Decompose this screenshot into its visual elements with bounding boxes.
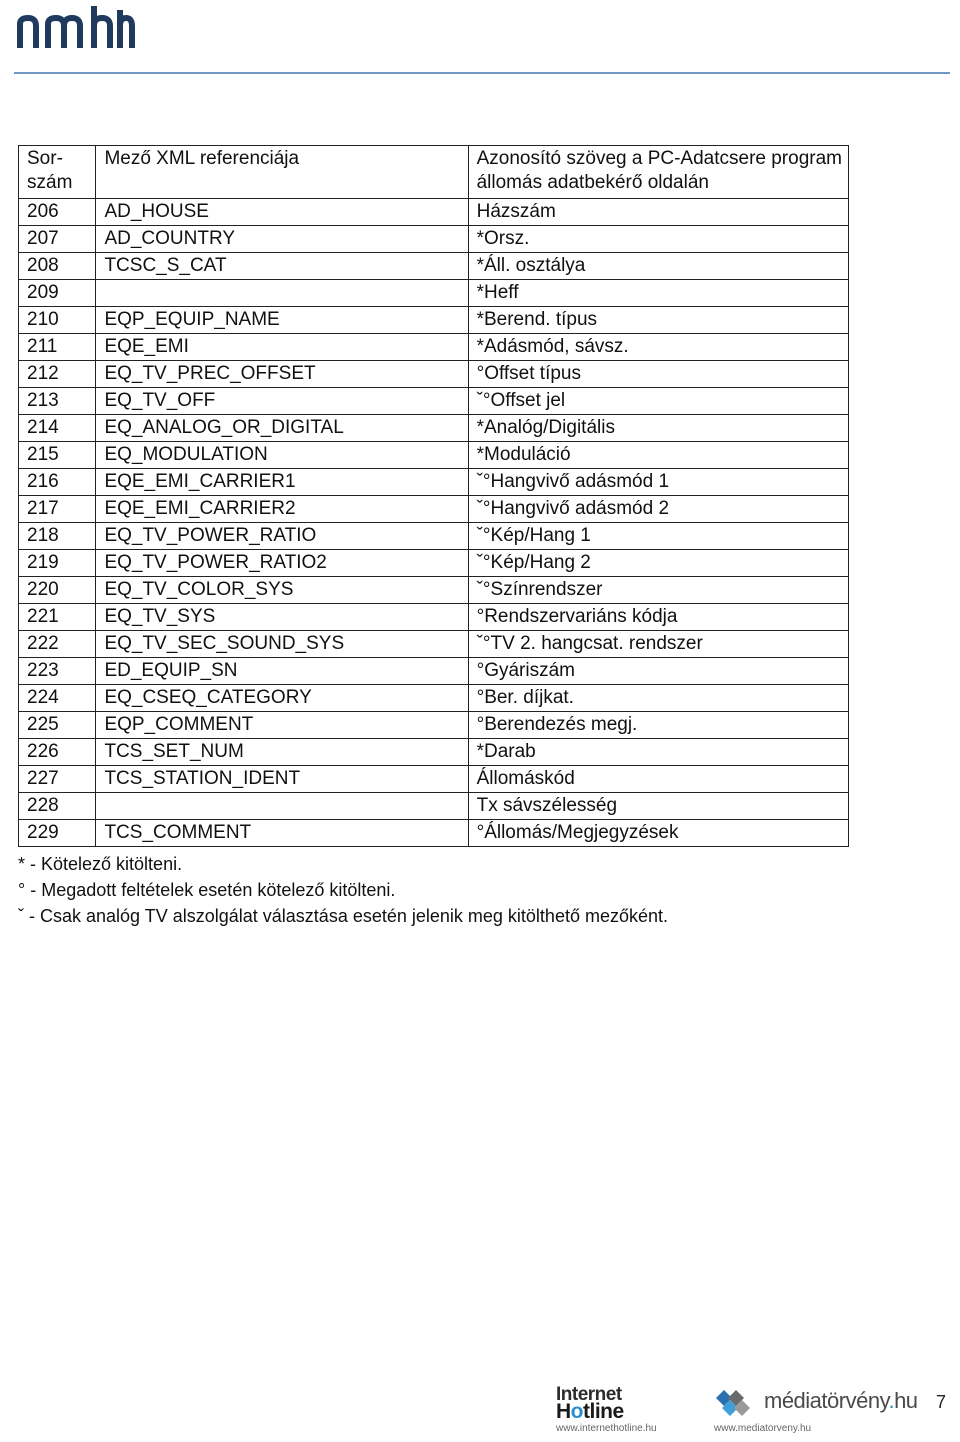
- cell-ref: ED_EQUIP_SN: [96, 658, 468, 685]
- cell-label: Házszám: [468, 199, 848, 226]
- cell-num: 222: [19, 631, 96, 658]
- cell-num: 214: [19, 415, 96, 442]
- table-row: [19, 658, 849, 685]
- cell-ref: TCSC_S_CAT: [96, 253, 468, 280]
- cell-label: ˇ°TV 2. hangcsat. rendszer: [468, 631, 848, 658]
- header-label: [468, 146, 848, 199]
- cell-num: 212: [19, 361, 96, 388]
- cell-ref: EQ_TV_COLOR_SYS: [96, 577, 468, 604]
- header-num-line: Sor-: [27, 148, 63, 169]
- field-table: [18, 145, 849, 847]
- cell-num: 223: [19, 658, 96, 685]
- hotline-logo-top: Internet: [556, 1384, 622, 1405]
- cell-num: 226: [19, 739, 96, 766]
- cell-num: 207: [19, 226, 96, 253]
- header-label-line: Azonosító szöveg a PC-Adatcsere program: [476, 148, 842, 169]
- cell-label: °Rendszervariáns kódja: [468, 604, 848, 631]
- cell-num: 217: [19, 496, 96, 523]
- cell-label: *Áll. osztálya: [468, 253, 848, 280]
- hotline-logo-main: [556, 1400, 624, 1424]
- cell-ref: [96, 793, 468, 820]
- note-conditional: ° - Megadott feltételek esetén kötelező kitölteni.: [18, 880, 396, 900]
- cell-ref: EQ_TV_SYS: [96, 604, 468, 631]
- cell-label: °Ber. díjkat.: [468, 685, 848, 712]
- cell-label: ˇ°Offset jel: [468, 388, 848, 415]
- cell-ref: [96, 280, 468, 307]
- table-row: [19, 766, 849, 793]
- table-row: [19, 226, 849, 253]
- cell-ref: EQ_TV_PREC_OFFSET: [96, 361, 468, 388]
- cell-label: *Berend. típus: [468, 307, 848, 334]
- header-ref: Mező XML referenciája: [96, 146, 468, 199]
- cell-num: 225: [19, 712, 96, 739]
- cell-num: 221: [19, 604, 96, 631]
- cell-ref: EQE_EMI_CARRIER2: [96, 496, 468, 523]
- table-row: [19, 307, 849, 334]
- footer: [0, 1384, 960, 1434]
- table-row: [19, 469, 849, 496]
- cell-label: °Berendezés megj.: [468, 712, 848, 739]
- table-row: [19, 496, 849, 523]
- table-row: [19, 199, 849, 226]
- cell-ref: EQ_TV_SEC_SOUND_SYS: [96, 631, 468, 658]
- cell-num: 218: [19, 523, 96, 550]
- cell-ref: EQP_EQUIP_NAME: [96, 307, 468, 334]
- cell-ref: EQ_CSEQ_CATEGORY: [96, 685, 468, 712]
- table-row: [19, 550, 849, 577]
- cell-label: *Darab: [468, 739, 848, 766]
- legend-notes: [18, 851, 668, 929]
- table-row: [19, 442, 849, 469]
- cell-label: ˇ°Kép/Hang 2: [468, 550, 848, 577]
- cell-ref: TCS_COMMENT: [96, 820, 468, 847]
- table-row: [19, 820, 849, 847]
- cell-label: Állomáskód: [468, 766, 848, 793]
- cell-num: 219: [19, 550, 96, 577]
- table-row: [19, 793, 849, 820]
- cell-num: 224: [19, 685, 96, 712]
- table-row: [19, 604, 849, 631]
- cell-ref: EQE_EMI_CARRIER1: [96, 469, 468, 496]
- cell-ref: TCS_STATION_IDENT: [96, 766, 468, 793]
- header-num-line: szám: [27, 172, 73, 193]
- cell-label: *Orsz.: [468, 226, 848, 253]
- mt-name-b: hu: [894, 1388, 918, 1413]
- hotline-logo-rest: tline: [583, 1400, 624, 1423]
- cell-label: ˇ°Kép/Hang 1: [468, 523, 848, 550]
- header-label-line: állomás adatbekérő oldalán: [476, 172, 709, 193]
- cell-label: *Heff: [468, 280, 848, 307]
- table-row: [19, 712, 849, 739]
- cell-num: 208: [19, 253, 96, 280]
- cell-ref: AD_COUNTRY: [96, 226, 468, 253]
- cell-num: 210: [19, 307, 96, 334]
- cell-label: °Állomás/Megjegyzések: [468, 820, 848, 847]
- table-row: [19, 415, 849, 442]
- cell-label: ˇ°Hangvivő adásmód 1: [468, 469, 848, 496]
- mediatorveny-url: www.mediatorveny.hu: [714, 1423, 812, 1434]
- cell-label: °Offset típus: [468, 361, 848, 388]
- cell-ref: EQ_TV_OFF: [96, 388, 468, 415]
- cell-num: 216: [19, 469, 96, 496]
- cell-num: 220: [19, 577, 96, 604]
- mt-name-a: médiatörvény: [764, 1388, 889, 1413]
- cell-label: *Analóg/Digitális: [468, 415, 848, 442]
- cell-num: 211: [19, 334, 96, 361]
- table-row: [19, 388, 849, 415]
- header-rule: [14, 72, 950, 74]
- cell-num: 209: [19, 280, 96, 307]
- cell-num: 213: [19, 388, 96, 415]
- table-row: [19, 577, 849, 604]
- hotline-url: www.internethotline.hu: [556, 1423, 657, 1434]
- cell-ref: TCS_SET_NUM: [96, 739, 468, 766]
- note-required: * - Kötelező kitölteni.: [18, 854, 183, 874]
- cell-label: Tx sávszélesség: [468, 793, 848, 820]
- cell-num: 228: [19, 793, 96, 820]
- table-row: [19, 361, 849, 388]
- cell-num: 229: [19, 820, 96, 847]
- hotline-logo-o: o: [570, 1400, 583, 1423]
- mediatorveny-logo: [712, 1384, 918, 1434]
- diamond-logo-icon: [712, 1386, 760, 1420]
- mediatorveny-name: [764, 1388, 918, 1414]
- cell-label: *Adásmód, sávsz.: [468, 334, 848, 361]
- cell-ref: EQ_MODULATION: [96, 442, 468, 469]
- cell-num: 227: [19, 766, 96, 793]
- cell-ref: EQE_EMI: [96, 334, 468, 361]
- table-row: [19, 523, 849, 550]
- table-row: [19, 253, 849, 280]
- cell-num: 215: [19, 442, 96, 469]
- table-row: [19, 280, 849, 307]
- page-number: 7: [936, 1392, 947, 1412]
- note-analog-tv: ˇ - Csak analóg TV alszolgálat választása esetén jelenik meg kitölthető mezőként.: [18, 906, 669, 926]
- table-row: [19, 334, 849, 361]
- cell-num: 206: [19, 199, 96, 226]
- mt-name-dot: .: [888, 1388, 895, 1413]
- cell-label: °Gyáriszám: [468, 658, 848, 685]
- hotline-logo-h: H: [556, 1400, 571, 1423]
- internet-hotline-logo: [554, 1384, 686, 1434]
- cell-ref: EQ_TV_POWER_RATIO: [96, 523, 468, 550]
- header-num: [19, 146, 96, 199]
- table-header-row: [19, 146, 849, 199]
- cell-ref: EQP_COMMENT: [96, 712, 468, 739]
- cell-ref: AD_HOUSE: [96, 199, 468, 226]
- cell-ref: EQ_TV_POWER_RATIO2: [96, 550, 468, 577]
- cell-label: ˇ°Színrendszer: [468, 577, 848, 604]
- cell-ref: EQ_ANALOG_OR_DIGITAL: [96, 415, 468, 442]
- table-row: [19, 739, 849, 766]
- table-row: [19, 685, 849, 712]
- table-row: [19, 631, 849, 658]
- cell-label: *Moduláció: [468, 442, 848, 469]
- cell-label: ˇ°Hangvivő adásmód 2: [468, 496, 848, 523]
- nmhh-logo: [16, 4, 136, 52]
